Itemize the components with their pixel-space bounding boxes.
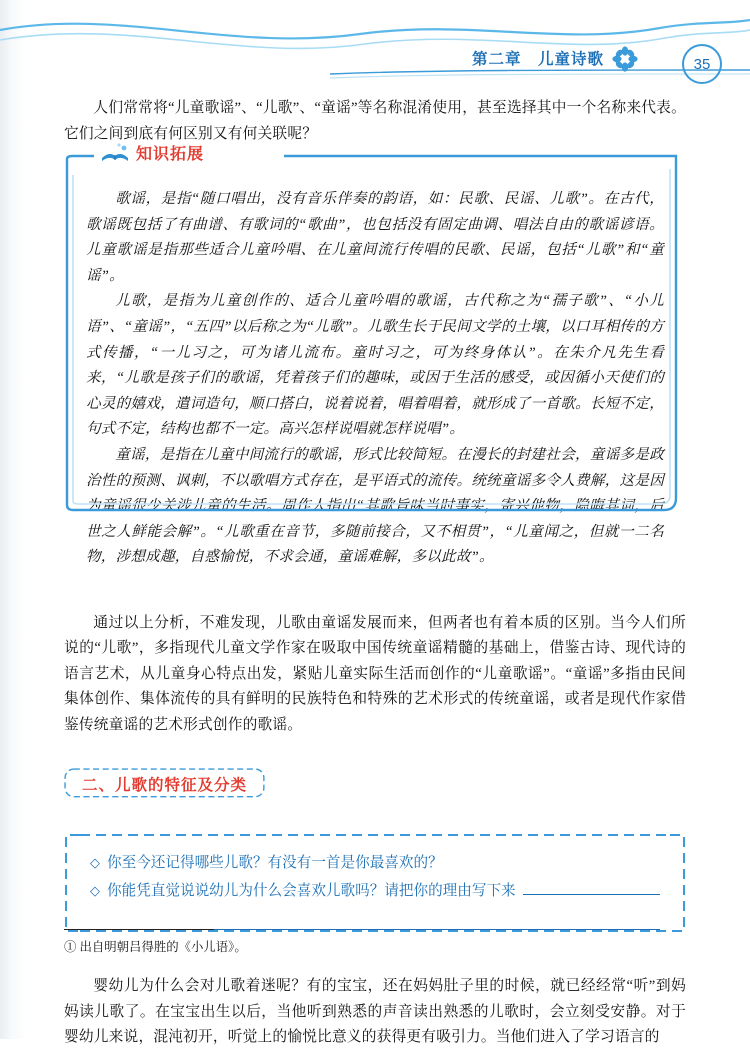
knowledge-box-body (86, 187, 664, 571)
question-item-2 (90, 877, 660, 905)
footnote-text: 出自明朝吕得胜的《小儿语》。 (79, 940, 247, 954)
knowledge-box-title: 知识拓展 (136, 146, 205, 163)
page-header (0, 0, 750, 96)
knowledge-paragraph-3: 童谣，是指在儿童中间流行的歌谣，形式比较简短。在漫长的封建社会，童谣多是政治性的预测、讽刺，不以歌唱方式存在，是平语式的流传。统统童谣多令人费解，这是因为童谣很少关涉儿童的生活。周作人指出“其歌旨味当时事实，寄兴他物，隐晦其词，后世之人鲜能会解”。“儿歌重在音节，多随前接合，又不相贯”，“儿童闻之，但就一二名物，涉想成趣，自惑愉悦，不求会通，童谣难解，多以此故”。 (86, 446, 664, 566)
section-heading (64, 768, 265, 801)
question-item-1 (90, 849, 660, 877)
page-content (64, 96, 686, 1051)
knowledge-expansion-box (64, 146, 686, 587)
book-icon (100, 142, 130, 164)
page-number: 35 (682, 44, 722, 84)
diamond-bullet-icon: ◇ (90, 883, 100, 899)
knowledge-box-label (94, 141, 210, 164)
footnote-divider (64, 929, 214, 930)
knowledge-paragraph-1: 歌谣，是指“随口唱出，没有音乐伴奏的韵语，如：民歌、民谣、儿歌”。在古代，歌谣既包括了有曲谱、有歌词的“歌曲”，也包括没有固定曲调、唱法自由的歌谣谚语。儿童歌谣是指那些适合儿童吟唱、在儿童间流行传唱的民歌、民谣，包括“儿歌”和“童谣”。 (86, 191, 664, 284)
footnote (64, 929, 686, 957)
section-heading-text: 二、儿歌的特征及分类 (82, 777, 248, 795)
question-text-2: 你能凭直觉说说幼儿为什么会喜欢儿歌吗？请把你的理由写下来 (107, 883, 516, 900)
flower-icon (612, 46, 638, 72)
footnote-content (64, 938, 686, 957)
intro-paragraph: 人们常常将“儿童歌谣”、“儿歌”、“童谣”等名称混淆使用，甚至选择其中一个名称来代表。它们之间到底有何区别又有何关联呢？ (64, 100, 686, 142)
diamond-bullet-icon: ◇ (90, 855, 100, 871)
answer-blank-inline[interactable] (523, 878, 660, 895)
knowledge-paragraph-2: 儿歌，是指为儿童创作的、适合儿童吟唱的歌谣，古代称之为“孺子歌”、“小儿语”、“童谣”，“五四”以后称之为“儿歌”。儿歌生长于民间文学的土壤，以口耳相传的方式传播，“一儿习之，可为诸儿流布。童时习之，可为终身体认”。在朱介凡先生看来，“儿歌是孩子们的歌谣，凭着孩子们的趣味，或因于生活的感受，或因循小天使们的心灵的嬉戏，遣词造句，顺口搭白，说着说着，唱着唱着，就形成了一首歌。长短不定，句式不定，结构也都不一定。高兴怎样说唱就怎样说唱”。 (86, 293, 664, 438)
answer-blank-line[interactable] (90, 909, 660, 930)
chapter-title: 第二章 儿童诗歌 (471, 51, 604, 68)
closing-paragraph: 婴幼儿为什么会对儿歌着迷呢？有的宝宝，还在妈妈肚子里的时候，就已经经常“听”到妈妈读儿歌了。在宝宝出生以后，当他听到熟悉的声音读出熟悉的儿歌时，会立刻受安静。对于婴幼儿来说，混沌初开，听觉上的愉悦比意义的获得更有吸引力。当他们进入了学习语言的 (64, 978, 686, 1046)
page-left-edge-shading (0, 0, 26, 1039)
question-text-1: 你至今还记得哪些儿歌？有没有一首是你最喜欢的？ (107, 855, 443, 872)
analysis-paragraph: 通过以上分析，不难发现，儿歌由童谣发展而来，但两者也有着本质的区别。当今人们所说的“儿歌”，多指现代儿童文学作家在吸取中国传统童谣精髓的基础上，借鉴古诗、现代诗的语言艺术，从儿童身心特点出发，紧贴儿童实际生活而创作的“儿童歌谣”。“童谣”多指由民间集体创作、集体流传的具有鲜明的民族特色和特殊的艺术形式的传统童谣，或者是现代作家借鉴传统童谣的艺术形式创作的歌谣。 (64, 614, 686, 733)
footnote-marker: ① (64, 940, 77, 954)
